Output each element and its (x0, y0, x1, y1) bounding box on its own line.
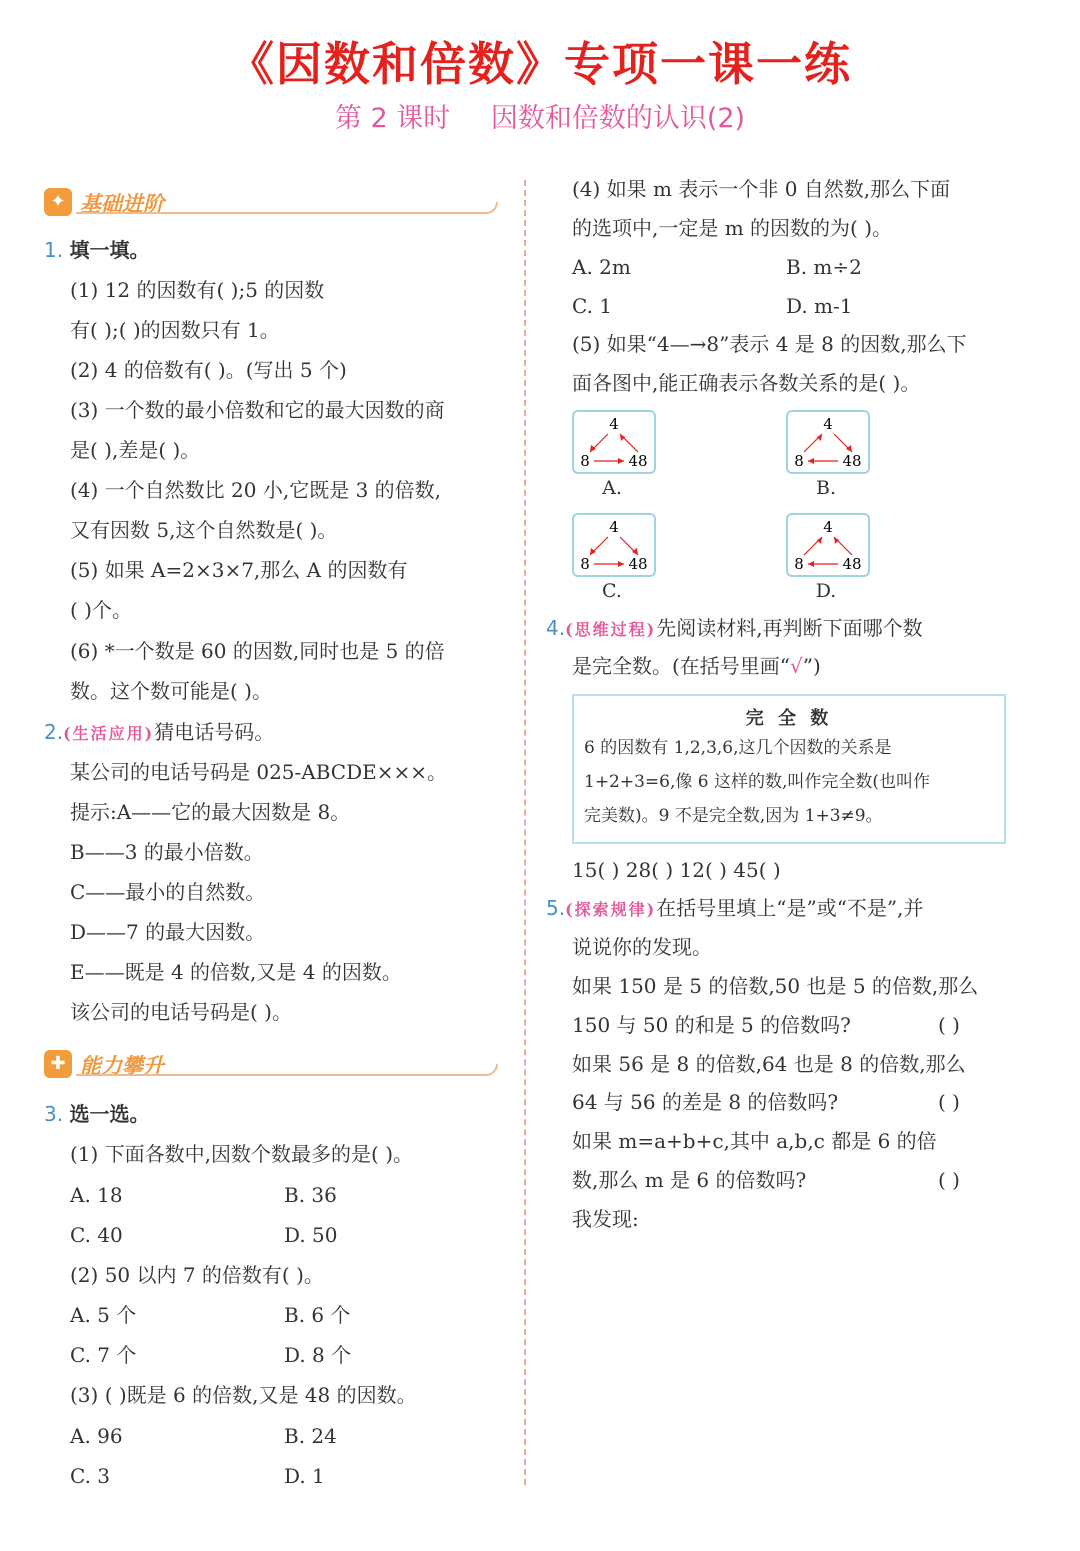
q1-line: (4) 一个自然数比 20 小,它既是 3 的倍数, (70, 478, 442, 502)
diagram-right: 48 (842, 555, 862, 573)
option: D. m-1 (786, 294, 853, 318)
diagram-top: 4 (823, 415, 833, 433)
q2-line: 该公司的电话号码是( )。 (70, 1000, 292, 1024)
q2-line: E——既是 4 的倍数,又是 4 的因数。 (70, 960, 402, 984)
option: D. 1 (284, 1464, 325, 1488)
q1-line: (5) 如果 A=2×3×7,那么 A 的因数有 (70, 558, 408, 582)
q3-number: 3. (44, 1102, 64, 1126)
q1-title: 填一填。 (69, 238, 150, 262)
q3-p3: (3) ( )既是 6 的倍数,又是 48 的因数。 (70, 1383, 417, 1407)
q4-heading (546, 614, 923, 644)
q3-p4-line: (4) 如果 m 表示一个非 0 自然数,那么下面 (572, 177, 951, 201)
option: B. 6 个 (284, 1303, 351, 1327)
q3-p5-line: (5) 如果“4—→8”表示 4 是 8 的因数,那么下 (572, 332, 967, 356)
answer-paren: ( ) (938, 1090, 960, 1114)
runner-icon: ✦ (44, 188, 72, 216)
q3-heading (44, 1100, 149, 1128)
diagram-label: D. (815, 580, 837, 602)
diagram-label: C. (602, 580, 622, 602)
lesson-topic: 因数和倍数的认识(2) (490, 103, 746, 134)
answer-paren: ( ) (938, 1013, 960, 1037)
diagram-label: B. (815, 477, 836, 499)
diagram-svg (574, 515, 654, 575)
q5-tag: (探索规律) (565, 900, 657, 919)
q4-number: 4. (546, 616, 566, 640)
arrowhead (808, 561, 814, 567)
option: D. 8 个 (284, 1343, 352, 1367)
diagram-top: 4 (609, 518, 619, 536)
relation-diagram-a (572, 410, 656, 474)
box-line: 1+2+3=6,像 6 这样的数,叫作完全数(也叫作 (584, 772, 931, 792)
q5-line: 如果 56 是 8 的倍数,64 也是 8 的倍数,那么 (572, 1052, 966, 1076)
arrowhead (808, 458, 814, 464)
diagram-right: 48 (842, 452, 862, 470)
q4-tag: (思维过程) (565, 620, 657, 639)
diagram-left: 8 (794, 452, 804, 470)
lesson-subtitle (0, 96, 1080, 135)
q5-line: 如果 m=a+b+c,其中 a,b,c 都是 6 的倍 (572, 1129, 937, 1153)
option: A. 96 (70, 1424, 123, 1448)
q1-heading (44, 236, 149, 264)
q5-line: 说说你的发现。 (572, 935, 712, 959)
column-divider (524, 180, 526, 1485)
diagram-left: 8 (794, 555, 804, 573)
option: C. 7 个 (70, 1343, 137, 1367)
q1-line: 是( ),差是( )。 (70, 438, 201, 462)
relation-diagram-d (786, 513, 870, 577)
q5-line: 数,那么 m 是 6 的倍数吗? (572, 1168, 807, 1192)
diagram-right: 48 (628, 555, 648, 573)
q1-line: (3) 一个数的最小倍数和它的最大因数的商 (70, 398, 445, 422)
q4-line2 (572, 652, 821, 680)
arrowhead (817, 434, 822, 441)
option: B. m÷2 (786, 255, 862, 279)
q1-number: 1. (44, 238, 64, 262)
arrowhead (846, 445, 852, 452)
q3-title: 选一选。 (69, 1102, 150, 1126)
arrowhead (620, 434, 625, 441)
arrowhead (590, 445, 596, 452)
option: C. 40 (70, 1223, 123, 1247)
option: C. 3 (70, 1464, 111, 1488)
diagram-left: 8 (580, 452, 590, 470)
arrowhead (590, 548, 596, 555)
q5-line: 在括号里填上“是”或“不是”,并 (656, 896, 924, 920)
diagram-svg (574, 412, 654, 472)
relation-diagram-b (786, 410, 870, 474)
option: A. 5 个 (70, 1303, 137, 1327)
q4-answers: 15( ) 28( ) 12( ) 45( ) (572, 858, 781, 882)
q5-line: 150 与 50 的和是 5 的倍数吗? (572, 1013, 851, 1037)
q2-title: 猜电话号码。 (154, 720, 275, 744)
q5-line: 64 与 56 的差是 8 的倍数吗? (572, 1090, 839, 1114)
section-advanced-title: 能力攀升 (80, 1054, 164, 1078)
q2-line: 某公司的电话号码是 025-ABCDE×××。 (70, 760, 448, 784)
q5-line: 如果 150 是 5 的倍数,50 也是 5 的倍数,那么 (572, 974, 979, 998)
section-basic-title: 基础进阶 (80, 192, 164, 216)
q3-p5-line: 面各图中,能正确表示各数关系的是( )。 (572, 371, 921, 395)
q5-number: 5. (546, 896, 566, 920)
check-mark-icon: √ (790, 654, 803, 678)
lesson-number: 第 2 课时 (334, 103, 451, 134)
option: A. 2m (572, 255, 631, 279)
q5-heading (546, 894, 924, 924)
q1-line: (2) 4 的倍数有( )。(写出 5 个) (70, 358, 347, 382)
diagram-left: 8 (580, 555, 590, 573)
section-underline (76, 1064, 498, 1076)
arrowhead (618, 458, 624, 464)
diagram-right: 48 (628, 452, 648, 470)
q5-finding: 我发现: (572, 1207, 639, 1231)
q1-line: (1) 12 的因数有( );5 的因数 (70, 278, 325, 302)
arrowhead (834, 537, 839, 544)
perfect-number-box (572, 694, 1006, 844)
q2-line: C——最小的自然数。 (70, 880, 266, 904)
q1-line: 又有因数 5,这个自然数是( )。 (70, 518, 338, 542)
climber-icon: ✚ (44, 1050, 72, 1078)
diagram-top: 4 (609, 415, 619, 433)
q2-tag: (生活应用) (63, 724, 155, 743)
arrowhead (618, 561, 624, 567)
box-line: 完美数)。9 不是完全数,因为 1+3≠9。 (584, 806, 883, 826)
answer-paren: ( ) (938, 1168, 960, 1192)
q2-line: 提示:A——它的最大因数是 8。 (70, 800, 351, 824)
q1-line: ( )个。 (70, 598, 132, 622)
option: B. 24 (284, 1424, 337, 1448)
arrowhead (817, 537, 822, 544)
option: C. 1 (572, 294, 613, 318)
section-underline (76, 202, 498, 214)
box-line: 6 的因数有 1,2,3,6,这几个因数的关系是 (584, 738, 892, 758)
option: D. 50 (284, 1223, 338, 1247)
diagram-top: 4 (823, 518, 833, 536)
q1-line: 数。这个数可能是( )。 (70, 679, 272, 703)
q4-line-end: ”) (802, 654, 821, 678)
box-title: 完 全 数 (745, 708, 833, 729)
q3-p4-line: 的选项中,一定是 m 的因数的为( )。 (572, 216, 892, 240)
q2-heading (44, 718, 274, 748)
q3-p2: (2) 50 以内 7 的倍数有( )。 (70, 1263, 324, 1287)
diagram-svg (788, 515, 868, 575)
option: B. 36 (284, 1183, 337, 1207)
q2-number: 2. (44, 720, 64, 744)
diagram-svg (788, 412, 868, 472)
option: A. 18 (70, 1183, 123, 1207)
arrowhead (632, 548, 638, 555)
q1-line: 有( );( )的因数只有 1。 (70, 318, 280, 342)
page-title: 《因数和倍数》专项一课一练 (228, 37, 852, 91)
q1-line: (6) *一个数是 60 的因数,同时也是 5 的倍 (70, 639, 445, 663)
q4-line: 是完全数。(在括号里画“ (572, 654, 791, 678)
relation-diagram-c (572, 513, 656, 577)
diagram-label: A. (602, 477, 622, 499)
q4-line: 先阅读材料,再判断下面哪个数 (656, 616, 923, 640)
q2-line: B——3 的最小倍数。 (70, 840, 264, 864)
q3-p1: (1) 下面各数中,因数个数最多的是( )。 (70, 1142, 414, 1166)
q2-line: D——7 的最大因数。 (70, 920, 266, 944)
